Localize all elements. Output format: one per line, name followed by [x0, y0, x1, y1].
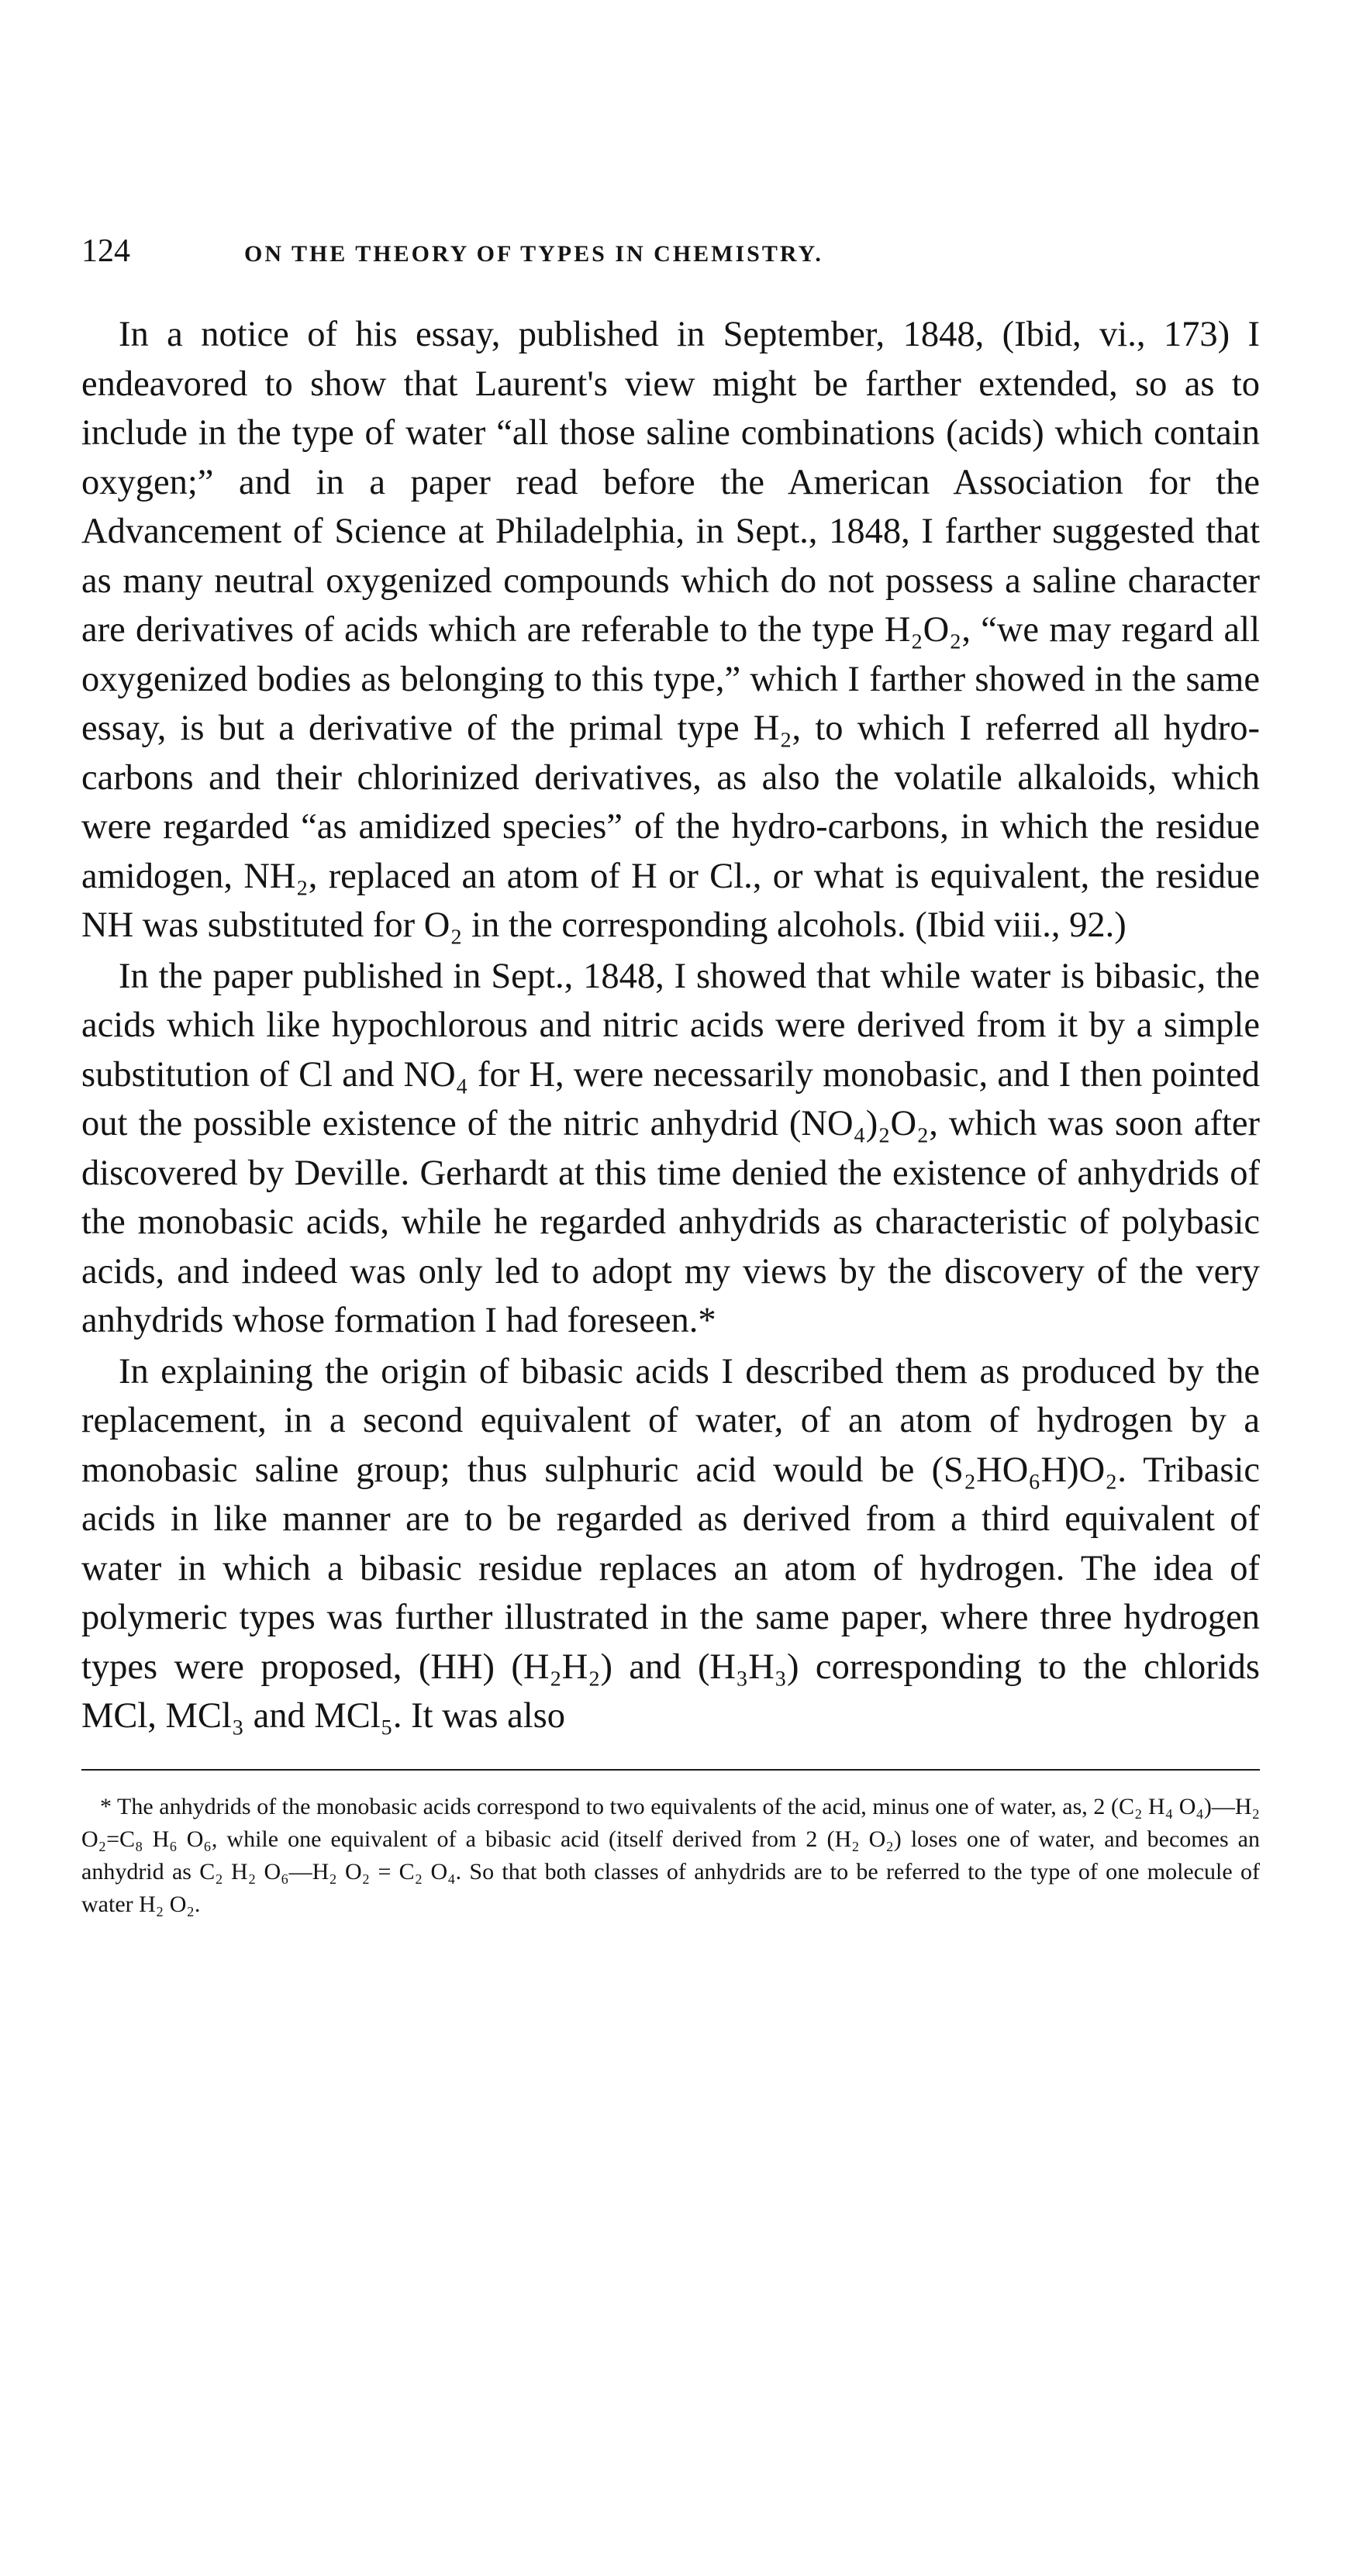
footnote-rule: [81, 1769, 1260, 1771]
page-number: 124: [81, 233, 130, 269]
paragraph-3: In explaining the origin of bibasic acids I described them as produced by the replacement, in a second equivalent of water, of an atom of hydrogen by a monobasic saline group; thus sulphuric acid would be (S₂HO₆H)O₂. Tribasic acids in like manner are to be regarded as derived from a third equivalent of water in which a bibasic residue replaces an atom of hydrogen. The idea of polymeric types was further illustrated in the same paper, where three hydrogen types were proposed, (HH) (H₂H₂) and (H₃H₃) corresponding to the chlorids MCl, MCl₃ and MCl₅. It was also: [81, 1351, 1260, 1736]
body-text: [81, 310, 1260, 1741]
running-title: ON THE THEORY OF TYPES IN CHEMISTRY.: [244, 241, 823, 267]
paragraph-1: In a notice of his essay, published in September, 1848, (Ibid, vi., 173) I endeavored to show that Laurent's view might be farther extended, so as to include in the type of water “all those saline combinations (acids) which contain oxygen;” and in a paper read before the American Association for the Advancement of Science at Philadelphia, in Sept., 1848, I farther suggested that as many neutral oxygenized compounds which do not possess a saline character are derivatives of acids which are referable to the type H₂O₂, “we may regard all oxygenized bodies as belonging to this type,” which I farther showed in the same essay, is but a derivative of the primal type H₂, to which I referred all hydro-carbons and their chlorinized derivatives, as also the volatile alkaloids, which were regarded “as amidized species” of the hydro-carbons, in which the residue amidogen, NH₂, replaced an atom of H or Cl., or what is equivalent, the residue NH was substituted for O₂ in the corresponding alcohols. (Ibid viii., 92.): [81, 315, 1260, 945]
footnote: [81, 1791, 1260, 1921]
book-page: [81, 233, 1260, 1921]
paragraph-2: In the paper published in Sept., 1848, I showed that while water is bibasic, the acids which like hypochlorous and nitric acids were derived from it by a simple substitution of Cl and NO₄ for H, were necessarily monobasic, and I then pointed out the possible existence of the nitric anhydrid (NO₄)₂O₂, which was soon after discovered by Deville. Gerhardt at this time denied the existence of anhydrids of the monobasic acids, while he regarded anhydrids as characteristic of polybasic acids, and indeed was only led to adopt my views by the discovery of the very anhydrids whose formation I had foreseen.*: [81, 956, 1260, 1340]
footnote-text: * The anhydrids of the monobasic acids correspond to two equivalents of the acid, minus one of water, as, 2 (C₂ H₄ O₄)—H₂ O₂=C₈ H₆ O₆, while one equivalent of a bibasic acid (itself derived from 2 (H₂ O₂) loses one of water, and becomes an anhydrid as C₂ H₂ O₆—H₂ O₂ = C₂ O₄. So that both classes of anhydrids are to be referred to the type of one molecule of water H₂ O₂.: [81, 1793, 1260, 1917]
running-head: [81, 233, 1260, 279]
